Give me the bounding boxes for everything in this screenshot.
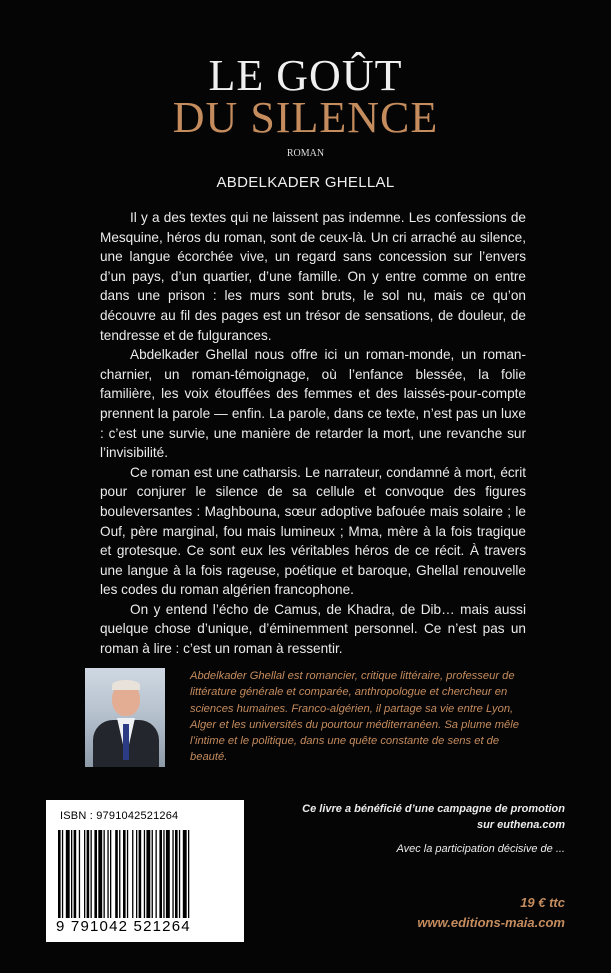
genre-label: ROMAN bbox=[286, 148, 325, 159]
barcode-digits: 9 791042 521264 bbox=[56, 918, 191, 935]
blurb-paragraph: Ce roman est une catharsis. Le narrateur, condamné à mort, écrit pour conjurer le silence de sa cellule et convoque des figures bouleversantes : Maghbouna, sœur adoptive bafouée mais solaire ; le Ouf, père marginal, fou mais lumineux ; Mma, mère à la fois tragique et grotesque. Ce sont eux les véritables héros de ce récit. À travers une langue à la fois rageuse, poétique et baroque, Ghellal renouvelle les codes du roman algérien francophone. bbox=[100, 464, 526, 598]
promo-text bbox=[265, 801, 565, 833]
author-name: ABDELKADER GHELLAL bbox=[216, 174, 395, 191]
blurb-text bbox=[100, 208, 526, 659]
author-bio: Abdelkader Ghellal est romancier, critique littéraire, professeur de littérature générale et comparée, anthropologue et chercheur en sciences humaines. Franco-algérien, il partage sa vie entre Lyon, Alger et les universités du pourtour méditerranéen. Sa plume mêle l’intime et le politique, dans une quête constante de sens et de beauté. bbox=[190, 670, 519, 764]
publisher-website: www.editions-maia.com bbox=[417, 915, 565, 930]
blurb-paragraph: On y entend l’écho de Camus, de Khadra, de Dib… mais aussi quelque chose d’unique, d’éminemment personnel. Ce n’est pas un roman à lire : c’est un roman à ressentir. bbox=[100, 601, 526, 657]
isbn-label: ISBN : 9791042521264 bbox=[60, 810, 179, 822]
promo-line: Ce livre a bénéficié d’une campagne de promotion bbox=[302, 803, 565, 815]
participation-text: Avec la participation décisive de ... bbox=[396, 843, 565, 855]
book-title-line-1: LE GOÛT bbox=[208, 51, 403, 100]
blurb-paragraph: Il y a des textes qui ne laissent pas indemne. Les confessions de Mesquine, héros du roman, sont de ceux-là. Un cri arraché au silence, une langue écorchée vive, un regard sans concession sur l’envers d’un pays, d’un quartier, d’une famille. On y entre comme on entre dans une prison : les murs sont bruts, le sol nu, mais ce qu’on découvre au fil des pages est un trésor de sensations, de douleur, de tendresse et de fulgurances. bbox=[100, 210, 526, 343]
barcode-box bbox=[46, 800, 244, 942]
book-title-line-2: DU SILENCE bbox=[172, 93, 439, 142]
price-label: 19 € ttc bbox=[520, 895, 565, 910]
blurb-paragraph: Abdelkader Ghellal nous offre ici un roman-monde, un roman-charnier, un roman-témoignage, où l’enfance blessée, la folie familière, les voix étouffées des femmes et des laissés-pour-compte prennent la parole — enfin. La parole, dans ce texte, n’est pas un luxe : c’est une survie, une manière de retarder la mort, une revanche sur l’invisibilité. bbox=[100, 347, 526, 461]
promo-line: sur euthena.com bbox=[476, 819, 565, 831]
barcode-icon bbox=[58, 830, 232, 918]
author-photo bbox=[85, 668, 165, 767]
